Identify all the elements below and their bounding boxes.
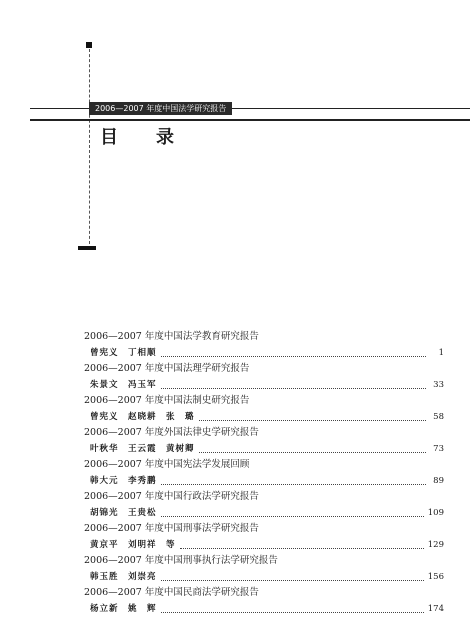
toc-entry-authors: 曾宪义 赵晓耕 张 璐 [90,412,195,422]
toc-entry-title[interactable]: 2006—2007 年度外国法律史学研究报告 [84,427,259,438]
toc-entry[interactable] [84,425,444,457]
dot-leader [180,547,424,549]
page-title-char-2: 录 [156,127,174,148]
toc-entry-page: 33 [433,380,444,390]
toc-entry-title[interactable]: 2006—2007 年度中国法理学研究报告 [84,363,250,374]
toc-entry-title[interactable]: 2006—2007 年度中国法制史研究报告 [84,395,250,406]
toc-entry-title[interactable]: 2006—2007 年度中国民商法学研究报告 [84,587,259,598]
toc-entry-title[interactable]: 2006—2007 年度中国行政法学研究报告 [84,491,259,502]
toc-entry-page: 89 [433,476,444,486]
toc-entry-page: 58 [433,412,444,422]
running-header-label: 2006—2007 年度中国法学研究报告 [89,102,232,115]
toc-entry-authors: 胡锦光 王贵松 [90,508,157,518]
toc-entry-authors: 黄京平 刘明祥 等 [90,540,176,550]
toc-entry-authors: 朱景文 冯玉军 [90,380,157,390]
toc-entry-page: 129 [427,540,444,550]
dot-leader [161,387,426,389]
toc-entry[interactable] [84,489,444,521]
decorative-square [86,42,92,48]
toc-entry[interactable] [84,457,444,489]
toc-entry-title[interactable]: 2006—2007 年度中国刑事法学研究报告 [84,523,259,534]
toc-entry-page: 109 [427,508,444,518]
toc-entry-authors: 杨立新 姚 辉 [90,604,157,614]
toc-entry[interactable] [84,553,444,585]
decorative-bar [78,246,96,250]
dot-leader [161,483,426,485]
dot-leader [161,515,424,517]
toc-entry[interactable] [84,521,444,553]
toc-entry-page: 156 [427,572,444,582]
toc-entry-authors: 曾宪义 丁相顺 [90,348,157,358]
toc-entry-page: 1 [438,348,444,358]
dot-leader [199,419,426,421]
dot-leader [161,579,424,581]
toc-entry-title[interactable]: 2006—2007 年度中国刑事执行法学研究报告 [84,555,278,566]
toc-entry-title[interactable]: 2006—2007 年度中国宪法学发展回顾 [84,459,250,470]
toc-entry-title[interactable]: 2006—2007 年度中国法学教育研究报告 [84,331,259,342]
toc-entry-page: 73 [433,444,444,454]
header-rule-bottom [30,119,470,121]
dot-leader [161,355,426,357]
dot-leader [199,451,426,453]
toc-entry[interactable] [84,329,444,361]
dot-leader [161,611,424,613]
table-of-contents [84,329,444,617]
toc-entry-authors: 叶秋华 王云霞 黄树卿 [90,444,195,454]
toc-entry-authors: 韩大元 李秀鹏 [90,476,157,486]
toc-entry[interactable] [84,393,444,425]
page-title-char-1: 目 [100,127,118,148]
decorative-dashed-line [89,44,90,249]
toc-entry-authors: 韩玉胜 刘崇亮 [90,572,157,582]
toc-entry-page: 174 [427,604,444,614]
toc-entry[interactable] [84,361,444,393]
toc-entry[interactable] [84,585,444,617]
